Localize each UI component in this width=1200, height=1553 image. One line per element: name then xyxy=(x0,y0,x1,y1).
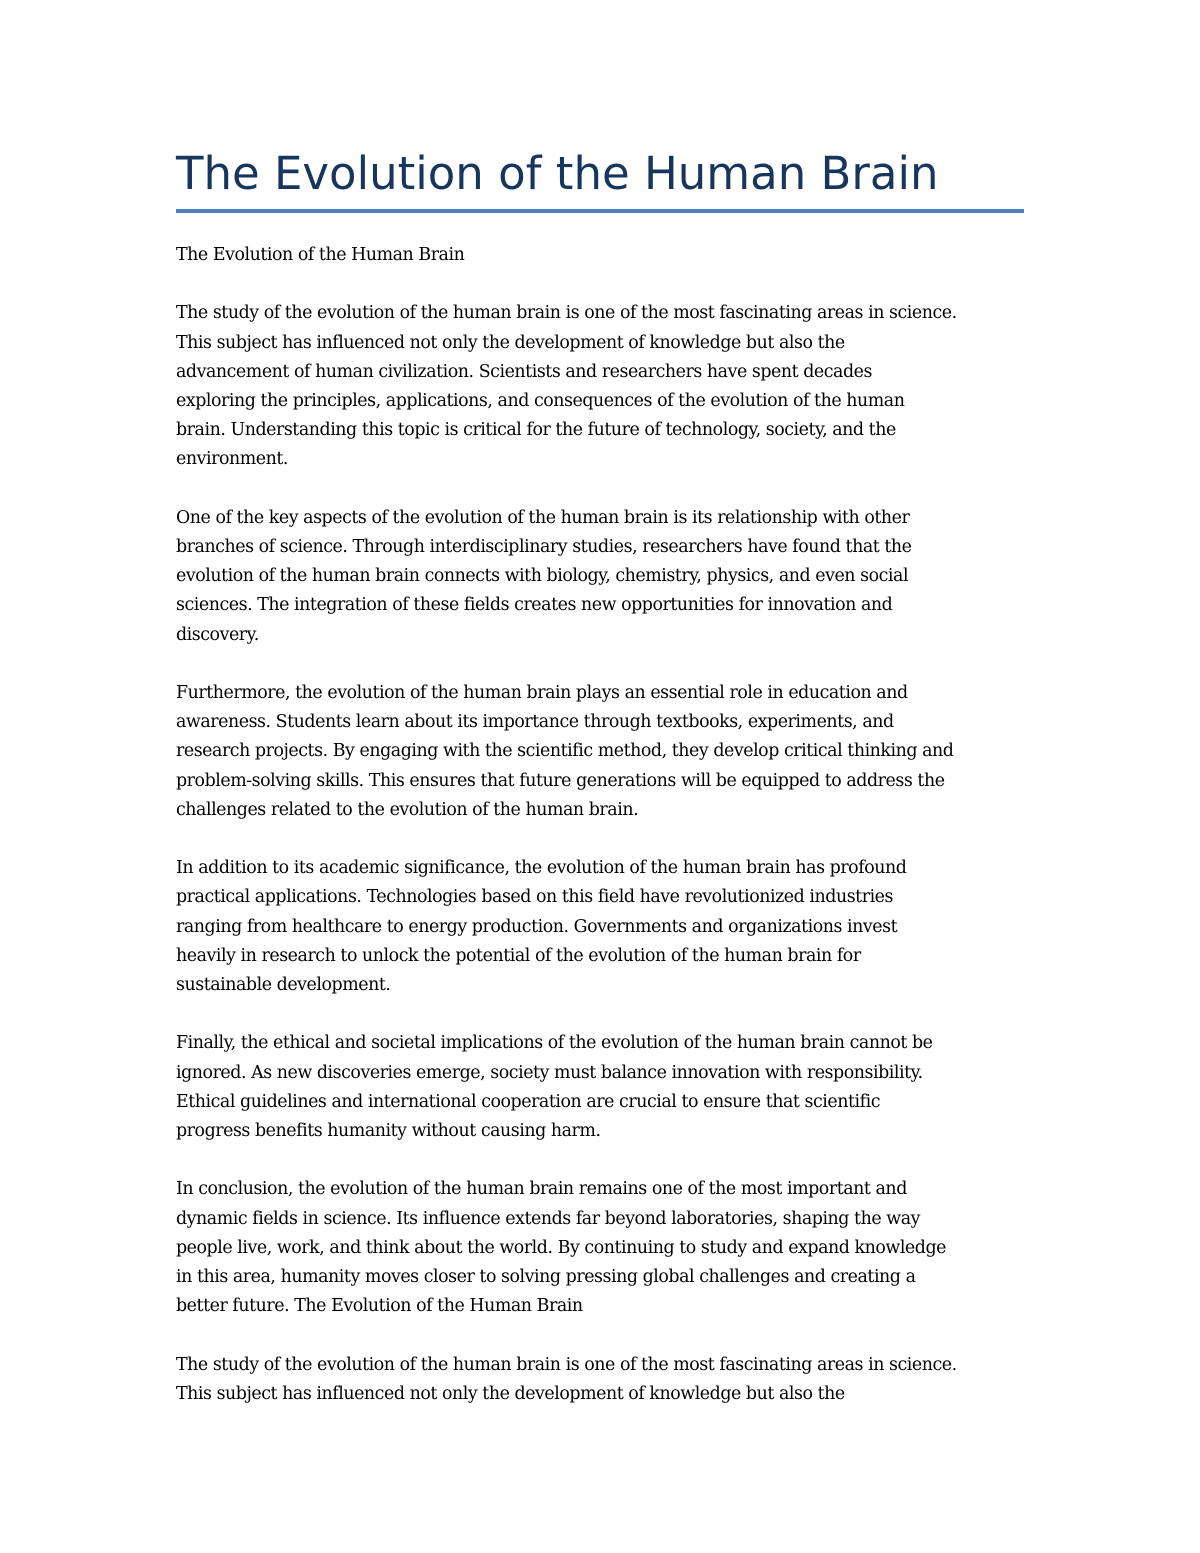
text-line: challenges related to the evolution of the human brain. xyxy=(176,799,639,820)
text-line: The Evolution of the Human Brain xyxy=(176,245,465,265)
paragraph xyxy=(176,1351,1036,1409)
text-line: In conclusion, the evolution of the human brain remains one of the most important and xyxy=(176,1179,907,1200)
document-title: The Evolution of the Human Brain xyxy=(176,147,939,200)
text-line: problem-solving skills. This ensures that future generations will be equipped to address the xyxy=(176,770,945,791)
text-line: In addition to its academic significance, the evolution of the human brain has profound xyxy=(176,858,907,879)
text-line: The study of the evolution of the human brain is one of the most fascinating areas in science. xyxy=(176,303,957,324)
paragraph xyxy=(176,854,1036,1000)
paragraph xyxy=(176,1175,1036,1321)
text-line: in this area, humanity moves closer to solving pressing global challenges and creating a xyxy=(176,1267,916,1288)
text-line: heavily in research to unlock the potential of the evolution of the human brain for xyxy=(176,945,861,966)
text-line: Finally, the ethical and societal implications of the evolution of the human brain cannot be xyxy=(176,1033,933,1054)
title-underline xyxy=(176,209,1024,213)
text-line: discovery. xyxy=(176,624,259,645)
text-line: research projects. By engaging with the scientific method, they develop critical thinking and xyxy=(176,741,954,762)
text-line: This subject has influenced not only the development of knowledge but also the xyxy=(176,332,845,353)
text-line: awareness. Students learn about its importance through textbooks, experiments, and xyxy=(176,712,894,733)
text-line: One of the key aspects of the evolution of the human brain is its relationship with other xyxy=(176,507,910,528)
text-line: branches of science. Through interdisciplinary studies, researchers have found that the xyxy=(176,537,912,557)
text-line: progress benefits humanity without causing harm. xyxy=(176,1121,601,1142)
text-line: ranging from healthcare to energy production. Governments and organizations invest xyxy=(176,916,898,937)
text-line: sciences. The integration of these fields creates new opportunities for innovation and xyxy=(176,595,893,616)
paragraph xyxy=(176,1029,1036,1146)
text-line: dynamic fields in science. Its influence extends far beyond laboratories, shaping the way xyxy=(176,1208,920,1229)
document-body xyxy=(176,241,1036,1438)
text-line: Furthermore, the evolution of the human brain plays an essential role in education and xyxy=(176,683,908,703)
paragraph xyxy=(176,679,1036,825)
text-line: practical applications. Technologies based on this field have revolutionized industries xyxy=(176,887,894,908)
text-line: better future. The Evolution of the Human Brain xyxy=(176,1296,583,1317)
text-line: advancement of human civilization. Scientists and researchers have spent decades xyxy=(176,361,872,382)
paragraph xyxy=(176,299,1036,474)
text-line: Ethical guidelines and international cooperation are crucial to ensure that scientific xyxy=(176,1091,881,1112)
text-line: sustainable development. xyxy=(176,975,391,996)
text-line: exploring the principles, applications, and consequences of the evolution of the human xyxy=(176,391,905,411)
text-line: environment. xyxy=(176,449,288,470)
paragraph xyxy=(176,504,1036,650)
text-line: people live, work, and think about the world. By continuing to study and expand knowledge xyxy=(176,1237,946,1258)
paragraph xyxy=(176,241,1036,270)
text-line: ignored. As new discoveries emerge, society must balance innovation with responsibility. xyxy=(176,1062,923,1083)
text-line: The study of the evolution of the human brain is one of the most fascinating areas in science. xyxy=(176,1354,957,1375)
text-line: evolution of the human brain connects with biology, chemistry, physics, and even social xyxy=(176,566,909,587)
text-line: This subject has influenced not only the development of knowledge but also the xyxy=(176,1383,845,1404)
text-line: brain. Understanding this topic is critical for the future of technology, society, and the xyxy=(176,420,896,441)
